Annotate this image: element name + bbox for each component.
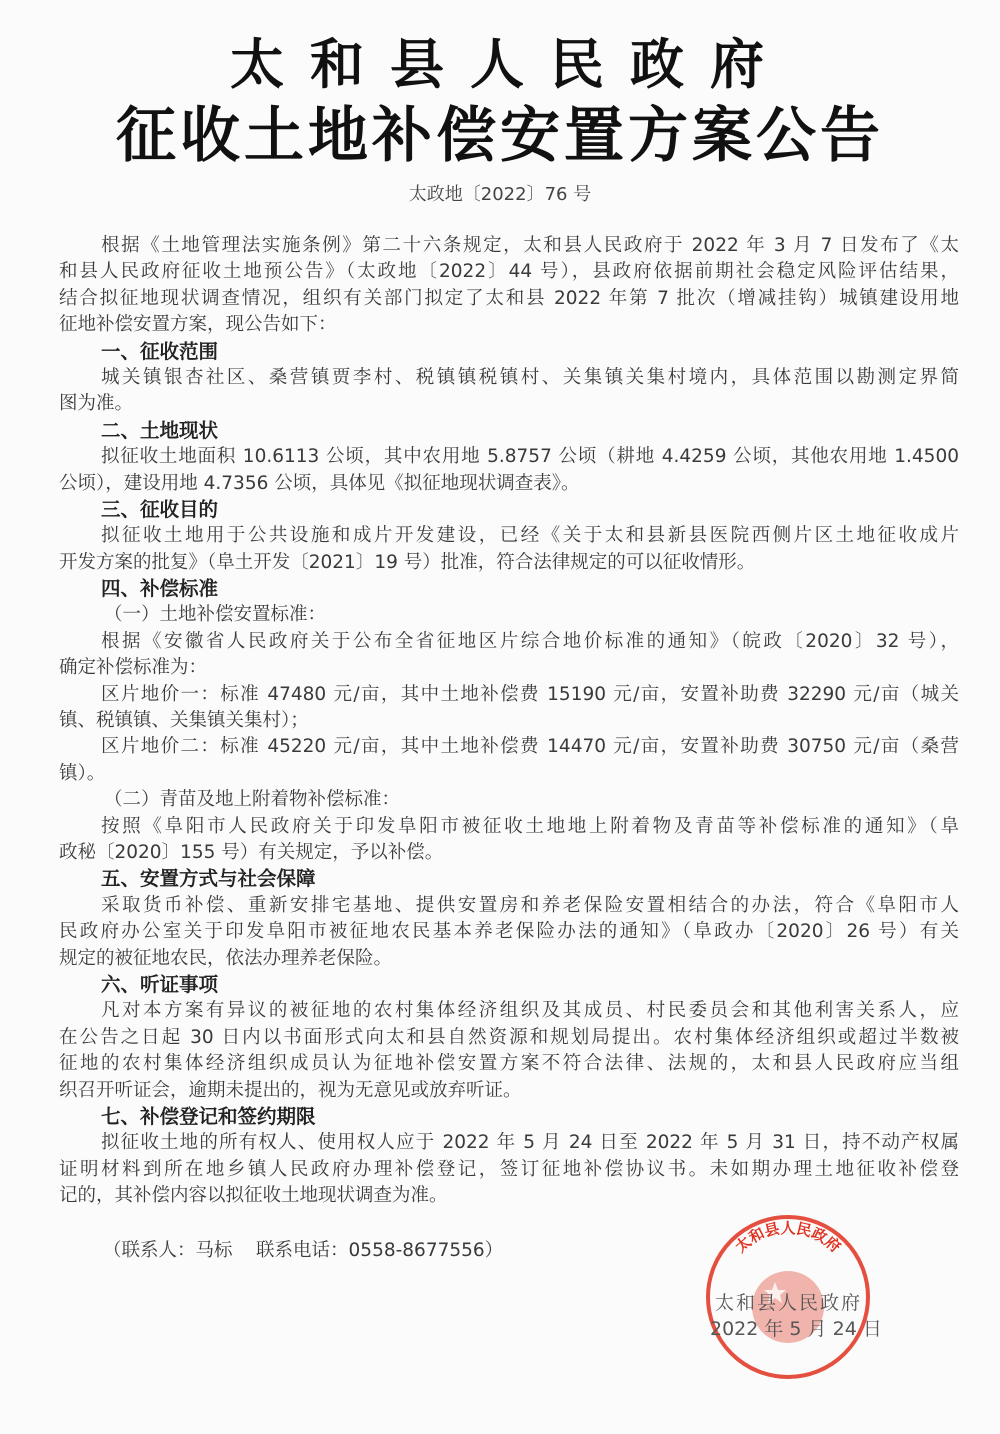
paragraph-line: 织召开听证会，逾期未提出的，视为无意见或放弃听证。 <box>59 1079 522 1101</box>
paragraph-line: 区片地价一：标准 47480 元/亩，其中土地补偿费 15190 元/亩，安置补助费 32290 元/亩（城关 <box>101 683 959 705</box>
paragraph-line: 记的，其补偿内容以拟征收土地现状调查为准。 <box>59 1185 448 1207</box>
paragraph-line: 政秘〔2020〕155 号）有关规定，予以补偿。 <box>59 841 444 863</box>
document-number: 太政地〔2022〕76 号 <box>408 184 592 205</box>
title-line-2: 征收土地补偿安置方案公告 <box>116 101 884 171</box>
paragraph-line: 规定的被征地农民，依法办理养老保险。 <box>59 947 393 969</box>
paragraph-line: 镇）。 <box>59 762 106 784</box>
paragraph-line: 根据《安徽省人民政府关于公布全省征地区片综合地价标准的通知》（皖政〔2020〕32 号）， <box>101 630 959 652</box>
paragraph-line: 开发方案的批复》（阜土开发〔2021〕19 号）批准，符合法律规定的可以征收情形。 <box>59 551 756 573</box>
seal-text: 太和县人民政府 <box>731 1218 845 1257</box>
paragraph-line: 拟征收土地面积 10.6113 公顷，其中农用地 5.8757 公顷（耕地 4.4259 公顷，其他农用地 1.4500 <box>101 446 959 468</box>
section-heading: 二、土地现状 <box>101 418 219 442</box>
subsection-heading: （二）青苗及地上附着物补偿标准： <box>104 789 401 811</box>
section-heading: 七、补偿登记和签约期限 <box>101 1104 316 1128</box>
paragraph-line: 证明材料到所在地乡镇人民政府办理补偿登记，签订征地补偿协议书。未如期办理土地征收补偿登 <box>59 1158 959 1180</box>
paragraph-line: 按照《阜阳市人民政府关于印发阜阳市被征收土地地上附着物及青苗等补偿标准的通知》（阜 <box>101 815 959 837</box>
paragraph-line: 确定补偿标准为： <box>59 657 208 679</box>
paragraph-line: 图为准。 <box>59 393 134 415</box>
document-body <box>59 233 959 1209</box>
section-heading: 三、征收目的 <box>101 497 219 521</box>
paragraph-line: 凡对本方案有异议的被征地的农村集体经济组织及其成员、村民委员会和其他利害关系人，应 <box>101 1000 959 1022</box>
paragraph-line: 征地的农村集体经济组织成员认为征地补偿安置方案不符合法律、法规的，太和县人民政府应当组 <box>59 1053 959 1075</box>
title-line-1: 太和县人民政府 <box>230 32 790 96</box>
section-heading: 一、征收范围 <box>101 339 219 363</box>
subsection-heading: （一）土地补偿安置标准： <box>104 604 327 626</box>
paragraph-line: 征地补偿安置方案，现公告如下： <box>59 314 337 336</box>
section-heading: 四、补偿标准 <box>101 577 219 601</box>
section-heading: 五、安置方式与社会保障 <box>101 867 316 891</box>
section-heading: 六、听证事项 <box>101 972 219 996</box>
paragraph-line: 拟征收土地的所有权人、使用权人应于 2022 年 5 月 24 日至 2022 年 5 月 31 日，持不动产权属 <box>101 1132 959 1154</box>
paragraph-line: 区片地价二：标准 45220 元/亩，其中土地补偿费 14470 元/亩，安置补助费 30750 元/亩（桑营 <box>101 736 959 758</box>
paragraph-line: 拟征收土地用于公共设施和成片开发建设，已经《关于太和县新县医院西侧片区土地征收成片 <box>101 525 959 547</box>
paragraph-line: 采取货币补偿、重新安排宅基地、提供安置房和养老保险安置相结合的办法，符合《阜阳市人 <box>101 894 959 916</box>
signer: 太和县人民政府 <box>715 1292 863 1314</box>
paragraph-line: 公顷），建设用地 4.7356 公顷，具体见《拟征地现状调查表》。 <box>59 472 580 494</box>
paragraph-line: 镇、税镇镇、关集镇关集村）； <box>59 710 309 732</box>
paragraph-line: 民政府办公室关于印发阜阳市被征地农民基本养老保险办法的通知》（阜政办〔2020〕26 号）有关 <box>59 921 959 943</box>
paragraph-line: 在公告之日起 30 日内以书面形式向太和县自然资源和规划局提出。农村集体经济组织或超过半数被 <box>59 1026 959 1048</box>
paragraph-line: 结合拟征地现状调查情况，组织有关部门拟定了太和县 2022 年第 7 批次（增减挂钩）城镇建设用地 <box>59 287 959 309</box>
paragraph-line: 和县人民政府征收土地预公告》（太政地〔2022〕44 号），县政府依据前期社会稳定风险评估结果， <box>59 261 959 283</box>
svg-text:太和县人民政府 <box>732 1219 845 1256</box>
contact-info: （联系人：马标 联系电话：0558-8677556） <box>103 1240 504 1261</box>
issue-date: 2022 年 5 月 24 日 <box>710 1318 882 1340</box>
paragraph-line: 城关镇银杏社区、桑营镇贾李村、税镇镇税镇村、关集镇关集村境内，具体范围以勘测定界简 <box>101 366 959 388</box>
paragraph-line: 根据《土地管理法实施条例》第二十六条规定，太和县人民政府于 2022 年 3 月 7 日发布了《太 <box>101 235 959 256</box>
